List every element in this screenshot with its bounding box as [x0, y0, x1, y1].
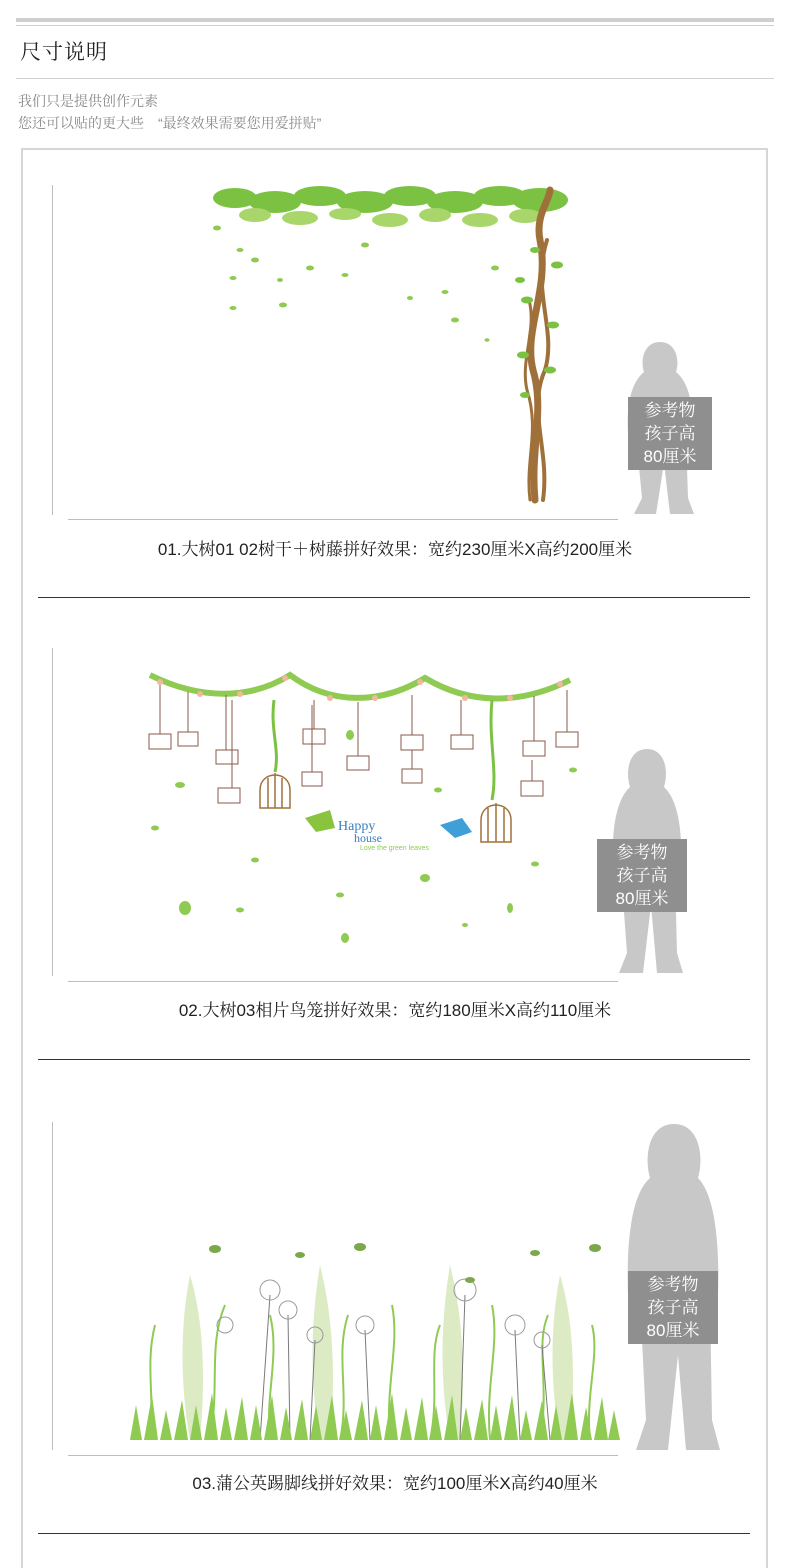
page-title: 尺寸说明 [20, 41, 108, 64]
reference-line3: 80厘米 [646, 1321, 700, 1340]
section1-base-rule [68, 519, 618, 520]
reference-line1: 参考物 [616, 843, 668, 862]
reference-line2: 孩子高 [616, 866, 668, 885]
reference-label-3 [628, 1271, 718, 1344]
section2-caption: 02.大树03相片鸟笼拼好效果：宽约180厘米X高约110厘米 [178, 1001, 612, 1020]
section2-base-rule [68, 981, 618, 982]
top-divider [16, 18, 774, 22]
top-divider-thin [16, 25, 774, 26]
intro-line-2: 您还可以贴的更大些 “最终效果需要您用爱拼贴” [18, 115, 322, 131]
section3-caption: 03.蒲公英踢脚线拼好效果：宽约100厘米X高约40厘米 [192, 1474, 598, 1493]
section1-caption: 01.大树01 02树干＋树藤拼好效果：宽约230厘米X高约200厘米 [157, 540, 633, 559]
section3-base-rule [68, 1455, 618, 1456]
section1-separator [38, 597, 750, 598]
reference-line3: 80厘米 [615, 889, 669, 908]
sticker-text-house: house [354, 831, 382, 845]
reference-line1: 参考物 [647, 1275, 699, 1294]
dandelion-grass-illustration [130, 1235, 620, 1440]
reference-label-1 [628, 397, 712, 470]
title-divider [16, 78, 774, 79]
reference-line3: 80厘米 [643, 447, 697, 466]
reference-line2: 孩子高 [644, 424, 696, 443]
photo-birdcage-illustration [140, 660, 590, 960]
reference-line1: 参考物 [644, 401, 696, 420]
intro-line-1: 我们只是提供创作元素 [18, 93, 158, 109]
sticker-text-love: Love the green leaves [360, 845, 429, 852]
section1-left-rule [52, 185, 53, 515]
section2-left-rule [52, 648, 53, 976]
section3-separator [38, 1533, 750, 1534]
section2-separator [38, 1059, 750, 1060]
sticker-text-happy: Happy [338, 819, 376, 834]
reference-label-2 [597, 839, 687, 912]
tree-vine-illustration [205, 180, 585, 510]
reference-line2: 孩子高 [647, 1298, 699, 1317]
section3-left-rule [52, 1122, 53, 1450]
